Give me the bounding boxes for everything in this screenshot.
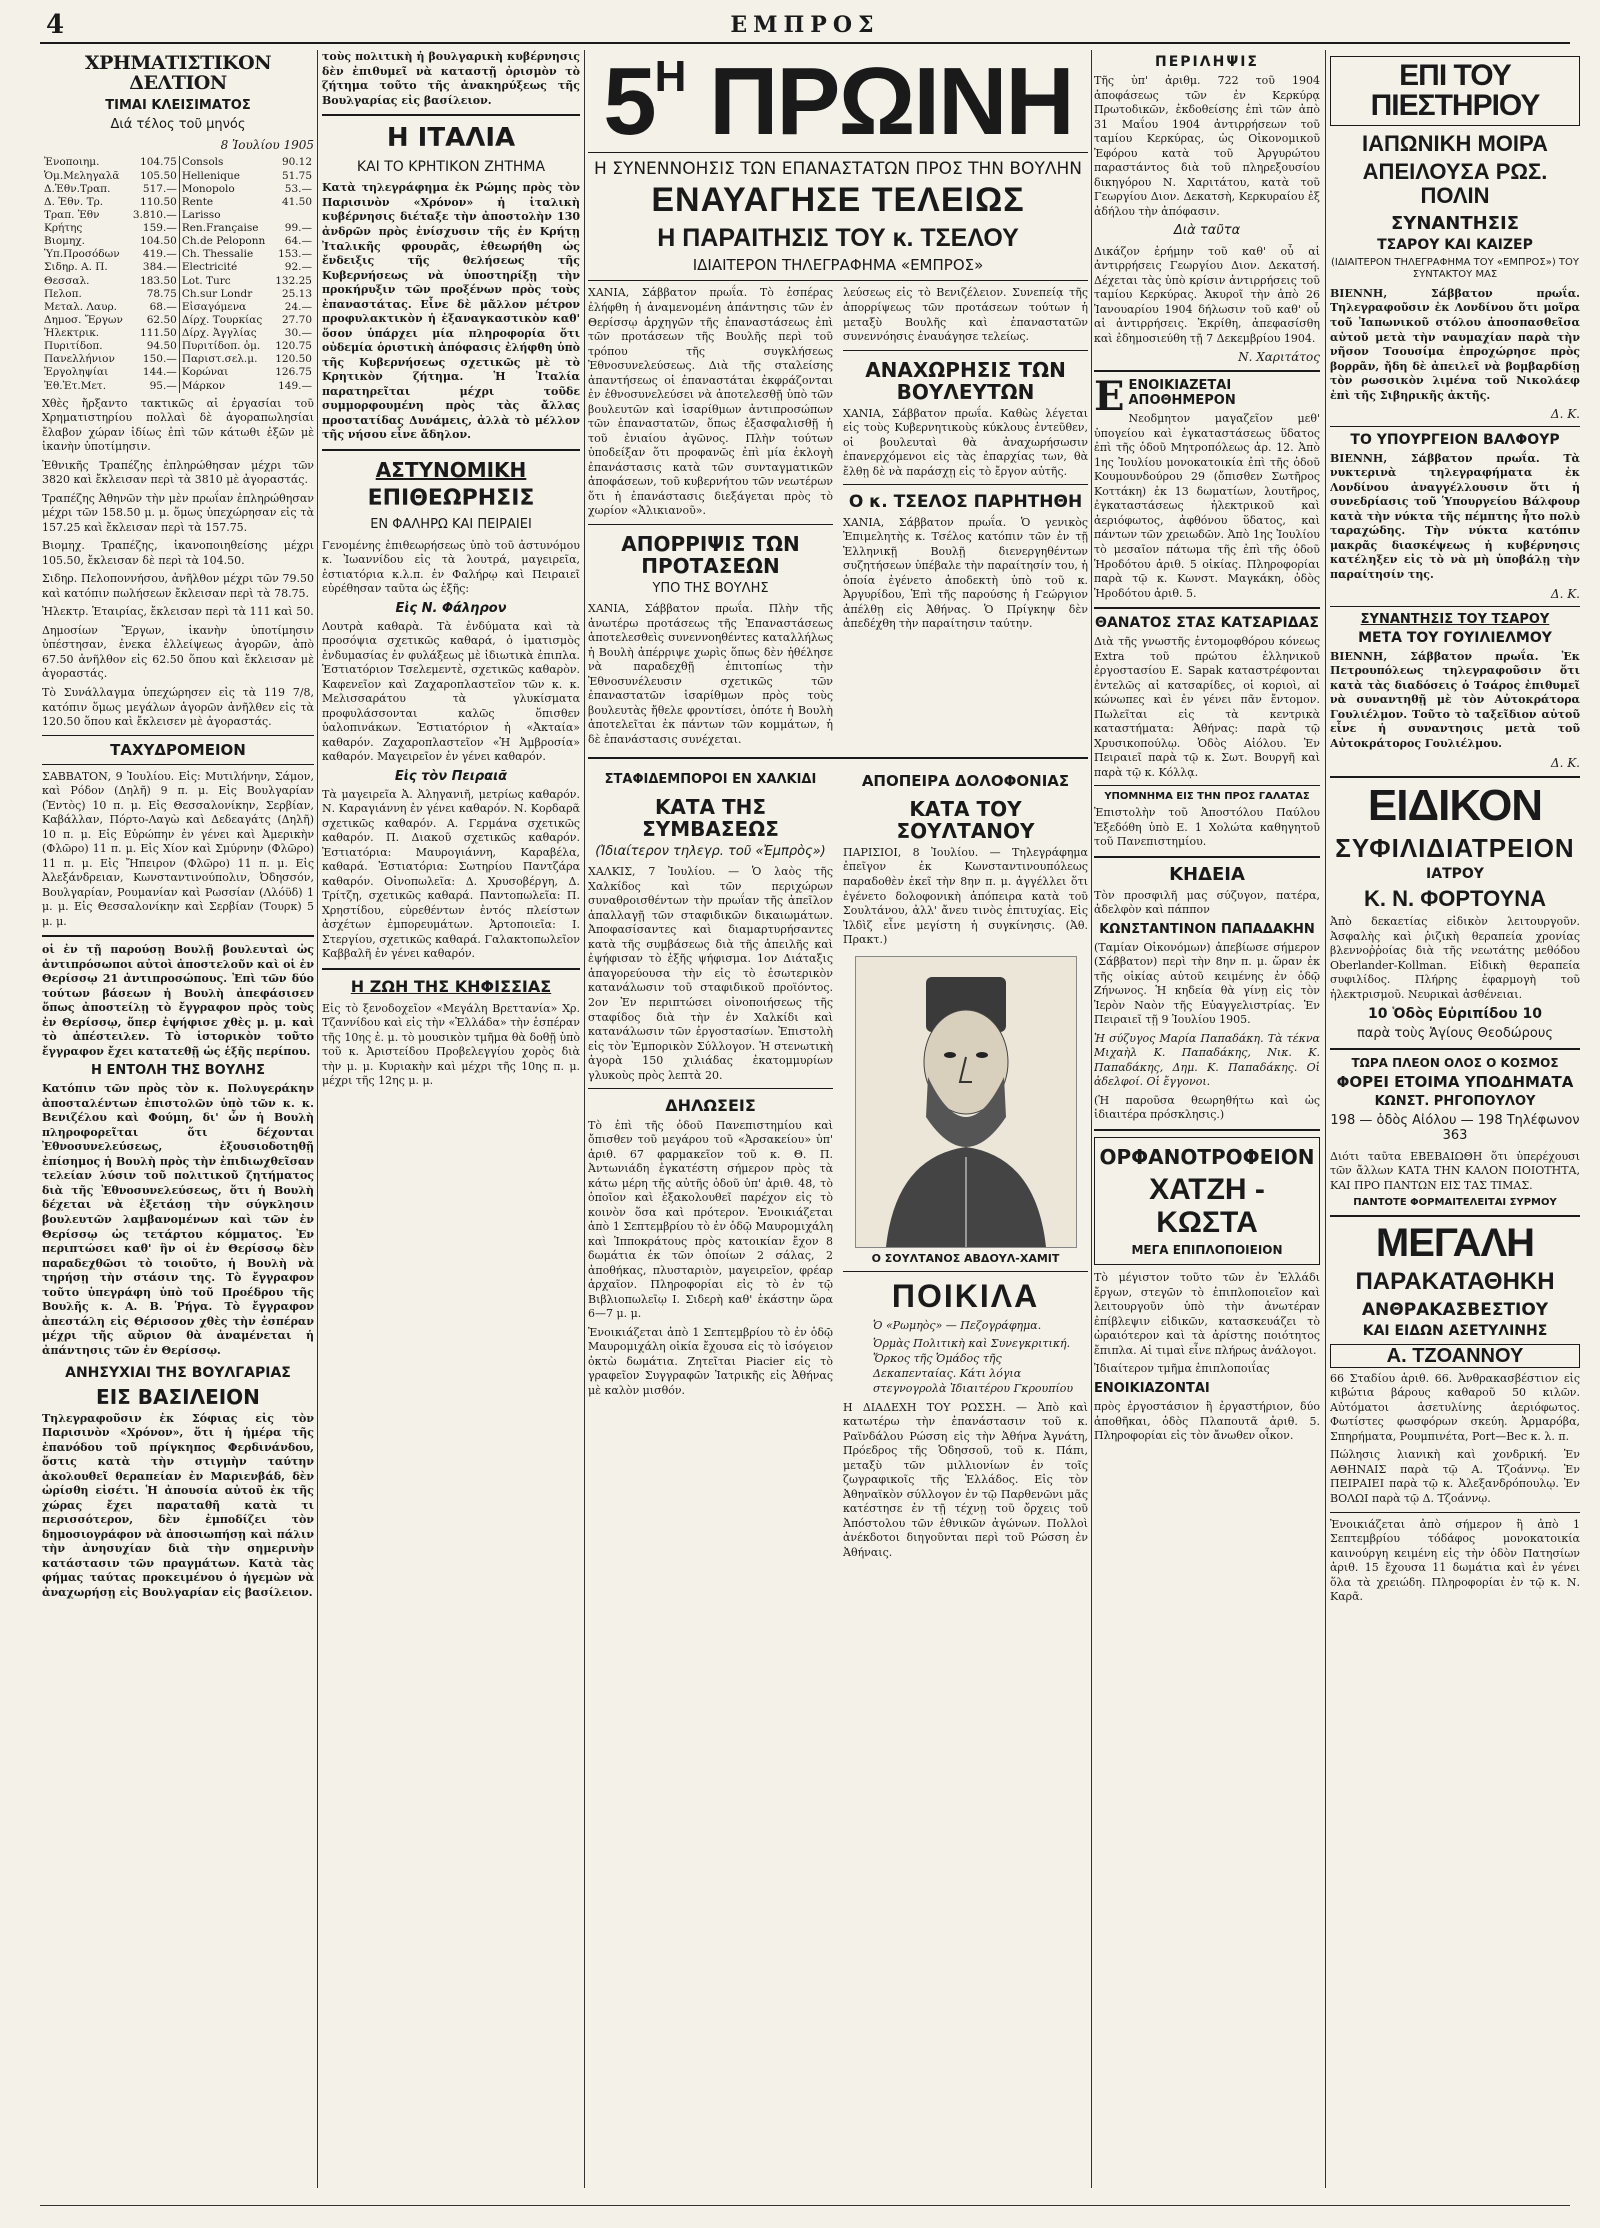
quote-value: 150.— — [142, 353, 177, 366]
quote-name: Δίρχ. Ἀγγλίας — [179, 327, 271, 340]
quote-value: 62.50 — [146, 313, 177, 326]
summary-text-2: Δικάζον ἐρήμην τοῦ καθ' οὗ αἱ ἀντιρρήσεις Γεωργίου Διον. Δεκατσή. Δέχεται τὰς ὑπὸ κρίσιν ἀντιρρήσεις τοῦ ταμίου Κερκύρας. Ἀκυροῖ τὴν ἀπὸ 26 Ἰανουαρίου 1904 δήλωσιν τοῦ καθ' οὗ αἱ ἀντιρρήσεις. Ἐκρίθη, ἀπεφασίσθη καὶ ἐδημοσιεύθη τῇ 7 Δεκεμβρίου 1904. — [1094, 244, 1320, 345]
quote-name: Θεσσαλ. — [44, 274, 90, 287]
faliro-heading: Εἰς Ν. Φάληρον — [395, 600, 507, 616]
lead-deck-1: Η ΣΥΝΕΝΝΟΗΣΙΣ ΤΩΝ ΕΠΑΝΑΣΤΑΤΩΝ ΠΡΟΣ ΤΗΝ ΒΟΥΛΗΝ — [594, 159, 1082, 180]
quote-name: Ch.de Peloponn — [179, 235, 271, 248]
balfour-text: ΒΙΕΝΝΗ, Σάββατον πρωΐα. Τὰ νυκτερινὰ τηλεγραφήματα ἐκ Λονδίνου ἀναγγέλλουσιν ὅτι ἡ συνεδρίασις τοῦ Ὑπουργείου Βάλφουρ κατὰ τὴν νύκτα τῆς πέμπτης ἦτο πολὺ ταραχώδης. Τὴν νύκτα κατόπιν μακρᾶς διασκέψεως ἡ κυβέρνησις κατέληξεν εἰς τὸ νὰ μὴ ὑποβάλῃ τὴν παραίτησίν της. — [1330, 451, 1580, 581]
quote-name: Consols — [179, 156, 271, 169]
quote-name: Δίρχ. Τουρκίας — [179, 314, 271, 327]
column-lead — [588, 50, 1088, 2188]
funeral-family: Ἡ σύζυγος Μαρία Παπαδάκη. Τὰ τέκνα Μιχαὴλ Κ. Παπαδάκης, Νικ. Κ. Παπαδάκης, Δημ. Κ. Παπαδάκης. Οἱ ἀδελφοί. Οἱ ἔγγονοι. — [1094, 1031, 1320, 1089]
clinic-address-2: παρὰ τοὺς Ἁγίους Θεοδώρους — [1356, 1025, 1554, 1041]
quote-name: Βιομηχ. — [44, 235, 85, 248]
quote-value: 104.75 — [140, 156, 177, 169]
piraeus-heading: Εἰς τὸν Πειραιᾶ — [394, 768, 508, 784]
market-report-title: ΧΡΗΜΑΤΙΣΤΙΚΟΝ ΔΕΛΤΙΟΝ — [84, 52, 272, 94]
lead-kicker — [588, 50, 1088, 155]
meeting-title: ΣΥΝΑΝΤΗΣΙΣ — [1390, 212, 1520, 234]
lead-kicker-word: ΠΡΩΙΝΗ — [709, 50, 1073, 155]
rental-3-text: Ἐνοικιάζεται ἀπὸ σήμερον ἢ ἀπὸ 1 Σεπτεμβρίου τόδάφος μονοκατοικία καινούργη κειμένη εἰς τὴν ὁδὸν Πατησίων ἀριθ. 15 ἔχουσα 11 δωμάτια καὶ ἐν γένει ὅλα τὰ χρειώδη. Πληροφορίαι ἐν τῷ κ. Ν. Καρᾶ. — [1330, 1517, 1580, 1604]
italy-text: Κατὰ τηλεγράφημα ἐκ Ρώμης πρὸς τὸν Παρισινὸν «Χρόνον» ἡ ἰταλικὴ κυβέρνησις διέταξε τὴν ἀποστολὴν 130 ἀνδρῶν πρὸς ἐνίσχυσιν τῆς ἐν Κρήτῃ Ἰταλικῆς φρουρᾶς, ἐθεωρήθη ὡς ἔνδειξις τῆς θελήσεως τῆς Κυβερνήσεως νὰ ὑποστηρίξῃ τὴν προκήρυξιν τῶν προξένων πρὸς τοὺς ἐπαναστάτας. Εἶνε δὲ μᾶλλον μέτρον προφυλακτικὸν ἡ ἐξαναγκαστικὸν καθ' ὅσον ὑπάρχει μία πληροφορία ὅτι οὐδεμία ὁριστικὴ ἀπόφασις ἐλήφθη ὑπὸ τῆς Κυβερνήσεως σχετικῶς μὲ τὸ Κρητικὸν ζήτημα. Ἡ Ἰταλία παρατηρεῖται μέχρι τοῦδε συμμορφουμένη πρὸς τὰς ἄλλας προστατίδας Δυνάμεις, ἀλλὰ τὸ μέλλον τῆς νήσου εἶνε ἄδηλον. — [322, 181, 580, 442]
quotes-table — [42, 156, 314, 392]
clinic-subtitle: ΣΥΦΙΛΙΔΙΑΤΡΕΙΟΝ — [1335, 832, 1575, 863]
police-title: ΑΣΤΥΝΟΜΙΚΗ — [375, 457, 527, 482]
market-report-date: 8 Ἰουλίου 1905 — [220, 138, 314, 153]
market-paragraph: Βιομηχ. Τραπέζης, ἱκανοποιηθείσης μέχρι 105.50, ἔκλεισαν δὲ περὶ τὰ 104.50. — [42, 539, 314, 567]
quote-value: 64.— — [284, 235, 312, 248]
quote-name: Μάρκον — [179, 380, 271, 393]
shoes-text-2: ΠΑΝΤΟΤΕ ΦΟΡΜΑΙΤΕΛΕΙΤΑΙ ΣΥΡΜΟΥ — [1353, 1197, 1557, 1209]
funeral-title: ΚΗΔΕΙΑ — [1169, 863, 1245, 885]
quote-value: 94.50 — [146, 340, 177, 353]
clinic-text: Ἀπὸ δεκαετίας εἰδικὸν λειτουργοῦν. Ἀσφαλὴς καὶ ῥιζικὴ θεραπεία χρονίας βλεννοῤῥοίας διὰ τῆς νεωτάτης μεθόδου Oberlander-Kollman. Εἰδικὴ θεραπεία συφιλίδος. Πλήρης ἐφαρμογὴ τοῦ ἠλεκτρισμοῦ. Νευρικαὶ ἀσθένειαι. — [1330, 915, 1580, 1001]
lead-body — [588, 286, 1088, 751]
chalkida-title: ΣΤΑΦΙΔΕΜΠΟΡΟΙ ΕΝ ΧΑΛΚΙΔΙ — [604, 772, 817, 788]
funeral-note: (Ἡ παροῦσα θεωρηθήτω καὶ ὡς ἰδιαιτέρα πρόσκλησις.) — [1094, 1093, 1320, 1122]
orphanage-subtitle: ΜΕΓΑ ΕΠΙΠΛΟΠΟΙΕΙΟΝ — [1131, 1242, 1283, 1257]
quote-value: 90.12 — [281, 156, 312, 169]
market-paragraph: Τραπέζης Ἀθηνῶν τὴν μὲν πρωΐαν ἐπληρώθησαν μέχρι τῶν 158.50 μ. μ. ὅμως ὑπεχώρησαν εἰς τὰ 157.25 καὶ ἔκλεισαν περὶ τὰ 157.75. — [42, 491, 314, 534]
quote-name: Παριστ.σελ.μ. — [179, 353, 271, 366]
balfour-signature: Δ. Κ. — [1550, 586, 1580, 601]
funeral-name: ΚΩΝΣΤΑΝΤΙΝΟΝ ΠΑΠΑΔΑΚΗΝ — [1099, 921, 1315, 937]
quote-value: 120.75 — [275, 340, 312, 353]
lead-kicker-sup: Η — [654, 52, 685, 101]
sultan-subtitle: ΚΑΤΑ ΤΟΥ ΣΟΥΛΤΑΝΟΥ — [896, 796, 1035, 843]
post-office-text: ΣΑΒΒΑΤΟΝ, 9 Ἰουλίου. Εἰς: Μυτιλήνην, Σάμον, καὶ Ρόδον (Δηλῆ) 9 π. μ. Εἰς Βουλγαρίαν (Ἐντὸς) 10 π. μ. Εἰς Θεσσαλονίκην, Σερβίαν, Καβάλλαν, Πόρτο-Λαγὼ καὶ Δεδεαγάτς (Δηλῆ) 10 π. μ. Εἰς Εὐρώπην ἐν γένει καὶ Ἀμερικὴν (Φλῶρο) 11 π. μ. Εἰς Χίον καὶ Σμύρνην (Φλῶρο) 11 π. μ. Εἰς Ἤπειρον (Φλῶρο) 11 π. μ. Εἰς Ἀλεξάνδρειαν, Κωνσταντινούπολιν, Ὀδησσόν, Βουλγαρίαν, Ρουμανίαν καὶ Ρωσσίαν (Λλόϋδ) 1 μ. μ. Εἰς Θεσσαλονίκην καὶ Σερβίαν (Τουρκ) 5 μ. μ. — [42, 769, 314, 928]
police-text: Γενομένης ἐπιθεωρήσεως ὑπὸ τοῦ ἀστυνόμου κ. Ἰωαννίδου εἰς τὰ λουτρά, μαγειρεῖα, ἑστιατόρια κ.λ.π. ἐν Φαλήρῳ καὶ Πειραιεῖ εὑρέθησαν ταῦτα ὡς ἑξῆς: — [322, 538, 580, 596]
quote-value: 183.50 — [140, 274, 177, 287]
summary-text: Τῆς ὑπ' ἀριθμ. 722 τοῦ 1904 ἀποφάσεως τῶν ἐν Κερκύρᾳ Πρωτοδικῶν, ἐκδοθείσης ἐπὶ τῶν ἀπὸ 31 Μαΐου 1904 ἀντιρρήσεων τοῦ ταμίου Κερκύρας, ὡς Οἰκονομικοῦ Ἐφόρου κατὰ τοῦ Ἀργυρώτου παραστάντος διὰ τοῦ πληρεξουσίου δικηγόρου Ν. Χαριτάτου, κατὰ τοῦ Γεωργίου Διον. Δεκατσὴ, Κερκυραίου ἐξ ἀδήλου τὴν ἀπόφασιν. — [1094, 74, 1320, 218]
cockroach-text: Διὰ τῆς γνωστῆς ἐντομοφθόρου κόνεως Extra τοῦ πρώτου ἑλληνικοῦ ἐργοστασίου Ε. Sapak καταστρέφονται ἐντελῶς αἱ κατσαρίδες, οἱ κοριοὶ, αἱ κώνωπες καὶ ἐν γένει πᾶν ἔντομον. Πωλεῖται εἰς τὰ κεντρικὰ καταστήματα: Ἀθήνας: παρὰ τῷ Χρυσικοπούλῳ. Ὁδὸς Αἰόλου. Ἐν Πειραιεῖ παρὰ τῷ κ. Σωτ. Βουργῆ καὶ παρὰ τῷ κ. Κόλλᾳ. — [1094, 635, 1320, 779]
miscellany-text: Η ΔΙΑΔΕΧΗ ΤΟΥ ΡΩΣΣΗ. — Ἀπὸ καὶ κατωτέρω τὴν ἐπανάστασιν τοῦ κ. Ραϊνδάλου Ρώσση εἰς τὴν Ἀθήνα Ἀγνάτη, Πρόεδρος τῆς Ὁδησσοῦ, τοῦ κ. Πάπι, μεταξὺ τῶν μιλλιονίων ἐν τοῖς ζωγραφικοῖς τῆς Ἑλλάδος. Εἰς τὸν Ἀθηναϊκὸν σύλλογον ἐν τῷ Παρθενῶνι μᾶς κατέστησε ἐν τῇ τέχνῃ τοῦ ὄρχεις τοῦ Ἀπόστολου τῶν ἐθνικῶν ἀγώνων. Πολλοὶ ἀνέκδοτοι διηγοῦνται περὶ τοῦ Ρώσση ἐν Ἀθήναις. — [843, 1400, 1088, 1559]
quote-name: Εἰσαγόμενα — [179, 301, 271, 314]
quote-value: 41.50 — [281, 195, 312, 208]
kifisia-title: Η ΖΩΗ ΤΗΣ ΚΗΦΙΣΣΙΑΣ — [350, 976, 552, 996]
chalkida-text: ΧΑΛΚΙΣ, 7 Ἰουλίου. — Ὁ λαὸς τῆς Χαλκίδος καὶ τῶν περιχώρων συναθροισθέντων τὴν πρωΐαν τῆς ἀπεῖλον ἀπαλλαγῇ τῶν σταφιδικῶν δικαιωμάτων. Ἀποφασίσαντες καὶ διαμαρτυρήσαντες κατὰ τῆς συμβάσεως διὰ τῆς ἀπειλῆς καὶ ἐψήφισαν τὸ ἑξῆς ψήφισμα. 1ον Διάταξις ἀπαγορεύουσα τὴν εἰς τὸ ἐσωτερικὸν κατανάλωσιν τοῦ σταφιδικοῦ προϊόντος. 2ον Ἐν περιπτώσει οἰνοποιήσεως τῆς σταφίδος διὰ τὴν ἐν Χαλκίδι καὶ κατανάλωσιν τῶν ἐργοστασίων. Ἐπιστολὴ εἰς τὸν Ἐμπορικὸν Σύλλογον. Ἡ στενωτικὴ ἀγορὰ 150 χιλιάδας ἐκατομμυρίων γλυκοὺς πρὸς λεπτὰ 20. — [588, 865, 833, 1082]
quote-row — [42, 183, 314, 196]
column-5 — [1094, 50, 1320, 2188]
shoes-maker: ΚΩΝΣΤ. ΡΗΓΟΠΟΥΛΟΥ — [1374, 1093, 1536, 1109]
rental-2-title: ΕΝΟΙΚΙΑΖΟΝΤΑΙ — [1094, 1380, 1210, 1396]
quote-row — [42, 327, 314, 340]
sultan-portrait — [855, 956, 1077, 1248]
quote-value: 68.— — [149, 300, 177, 313]
sultan-caption: Ο ΣΟΥΛΤΑΝΟΣ ΑΒΔΟΥΛ-ΧΑΜΙΤ — [871, 1251, 1060, 1265]
column-1 — [42, 50, 314, 2188]
quote-value: 99.— — [284, 222, 312, 235]
balfour-title: ΤΟ ΥΠΟΥΡΓΕΙΟΝ ΒΑΛΦΟΥΡ — [1350, 432, 1560, 449]
lower-articles — [588, 765, 1088, 1564]
column-rule — [1325, 50, 1326, 2188]
chalkida-byline: (Ἰδιαίτερον τηλεγρ. τοῦ «Ἐμπρὸς») — [595, 843, 826, 859]
rejection-text: ΧΑΝΙΑ, Σάββατον πρωΐα. Πλὴν τῆς ἀνωτέρω προτάσεως τῆς Ἐπαναστάσεως ἀποτελεσθεὶς συνεννοηθέντες καταλλήλως ἡ Βουλὴ ἀπέρριψε χωρὶς ὅπως δὲν ἠθέλησε νὰ παραδεχθῇ ἐπιτοπίως τὴν Ἐθνοσυνέλευσιν σχετικῶς τῶν ἐπαναστατῶν ἰσαρίθμων πρὸς τοὺς βουλευτὰς ἤθελε φροντίσει, ὁπότε ἡ Βουλὴ ἀποτελεῖται ἐκ πάντων τῶν κομμάτων, ἡ δὲ ἐπανάστασις συνέχεται. — [588, 602, 833, 746]
shoes-title: ΤΩΡΑ ΠΛΕΟΝ ΟΛΟΣ Ο ΚΟΣΜΟΣ — [1351, 1055, 1559, 1070]
depot-owner: Α. ΤΖΟΑΝΝΟΥ — [1330, 1344, 1580, 1368]
quote-name: Πυριτίδοπ. ὁμ. — [179, 340, 271, 353]
bulgaria-title: ΑΝΗΣΥΧΙΑΙ ΤΗΣ ΒΟΥΛΓΑΡΙΑΣ — [65, 1365, 291, 1382]
quote-name: Electricité — [179, 261, 271, 274]
summary-signature: Ν. Χαριτάτος — [1238, 350, 1320, 365]
funeral-text-2: (Ταμίαν Οἰκονόμων) ἀπεβίωσε σήμερον (Σάββατον) περὶ τὴν 8ην π. μ. ὥραν ἐκ τῆς οἰκίας αὐτοῦ κειμένης ἐν ὁδῷ Ζήνωνος. Ἡ κηδεία θὰ γίνῃ εἰς τὸν Ἱερὸν Ναὸν τῆς Εὐαγγελιστρίας. Ἐν Πειραιεῖ τῇ 9 Ἰουλίου 1905. — [1094, 940, 1320, 1027]
faliro-text: Λουτρὰ καθαρὰ. Τὰ ἐνδύματα καὶ τὰ προσόψια σχετικῶς καθαρά, ὁ ἱματισμὸς ἐνδυμασίας ἐν φυλάξεως μὲ ἱδιωτικὰ ἐπιπλα. Ἑστιατόριον Τσελεμεντὲ, σχετικῶς καθαρὸν. Καφενεῖον καὶ Ζαχαροπλαστεῖον τῶν κ. κ. Μελισσαράτου τὰ γλυκίσματα προφυλάσσονται καλῶς ὅπισθεν ὑαλοπινάκων. Ἑστιατόριον ἡ «Ἀκταία» καθαρόν. Ζαχαροπλαστεῖον «Ἡ Ἀμβροσία» καθαρόν. Μαγειρεῖον ἐν γένει καθαρόν. — [322, 619, 580, 764]
italy-subtitle: ΚΑΙ ΤΟ ΚΡΗΤΙΚΟΝ ΖΗΤΗΜΑ — [356, 158, 546, 175]
quote-name: Ἐργοληψίαι — [44, 366, 109, 379]
bulgaria-text: Τηλεγραφοῦσιν ἐκ Σόφιας εἰς τὸν Παρισινὸν «Χρόνον», ὅτι ἡ ἡμέρα τῆς ἐπανόδου τοῦ πρίγκηπος Φερδινάνδου, ὅστις κατὰ τὴν στιγμὴν ταύτην ἀκολουθεῖ θεραπείαν ἐν Μαριενβάδ, δὲν ὡρίσθη εἰσέτι. Ἡ ἀπουσία αὐτοῦ ἐκ τῆς χώρας ἔχει παραταθῆ κατὰ τι περισσότερον, δὲν ἐμποδίζει τὸν δημοσιογράφον νὰ ἀποσιωπήσῃ καὶ πάλιν τὴν ἀνησυχίαν διὰ τὴν σημερινὴν κατάστασιν τῶν πραγμάτων. Κατὰ τὰς φήμας ταύτας προκειμένου ὁ ἡγεμὼν νὰ ἀναχωρήσῃ εἰς Βουλγαρίαν εἰς βασίλειον. — [42, 1411, 314, 1599]
lead-text: ΧΑΝΙΑ, Σάββατον πρωΐα. Τὸ ἑσπέρας ἐλήφθη ἡ ἀναμενομένη ἀπάντησις τῶν ἐν Θερίσσῳ ἀρχηγῶν τῆς ἐπαναστάσεως ἐπὶ τῶν προτάσεων τῆς Βουλῆς περὶ τοῦ τρόπου τῆς συγκλήσεως Ἐθνοσυνελεύσεως. Διὰ τῆς σταλείσης ἀπαντήσεως οἱ ἐπαναστάται ἐκφράζονται ἐν ἐθνοσυνελεύσει νὰ ἀποτελεσθῇ ὑπὸ τῶν βουλευτῶν καὶ ἰσαρίθμων ἀντιπροσώπων τῶν ἐπαναστατῶν, ὅπως ἐξασφαλισθῇ ἡ τοῦ ἐνιαίου ἀγῶνος. Πλὴν τούτων ὑποδείξαν ὅτι προφανῶς ἐπὶ μία ἐκλογὴ ἐπανάστασις κατὰ τῶν συνταγματικῶν ἀποφάσεων, τοῦ κυβερνήτου τῶν νεωτέρων ὅτι ἡ ἐπανάστασις διεξάγεται πρὸς τὸ χωρίον «Ἀλικιανοῦ». — [588, 286, 833, 518]
sultan-portrait-drawing — [856, 957, 1076, 1247]
orphanage-text-2: Ἰδιαίτερον τμῆμα ἐπιπλοποιΐας — [1094, 1362, 1270, 1376]
departure-text: ΧΑΝΙΑ, Σάββατον πρωΐα. Καθὼς λέγεται εἰς τοὺς Κυβερνητικοὺς κύκλους ἐντεῦθεν, οἱ βουλευταὶ θὰ ἀναχωρήσωσιν ἐπανερχόμενοι εἰς τὰς ἐπαρχίας των, θὰ ἔλθῃ δὲ νὰ παράσχῃ εἰς τὸ ἔργον αὐτῆς. — [843, 406, 1088, 478]
quote-value: 132.25 — [275, 274, 312, 287]
quote-name: Κορώναι — [179, 366, 271, 379]
quote-value: 27.70 — [281, 313, 312, 326]
clinic-title: ΕΙΔΙΚΟΝ — [1367, 780, 1543, 830]
italy-title: Η ΙΤΑΛΙΑ — [386, 123, 516, 154]
quote-name: Ὑπ.Προσόδων — [44, 248, 120, 261]
depot-title: ΜΕΓΑΛΗ — [1375, 1221, 1535, 1266]
depot-subtitle-2: ΑΝΘΡΑΚΑΣΒΕΣΤΙΟΥ — [1361, 1299, 1549, 1320]
quote-row — [42, 340, 314, 353]
shoes-address: 198 — ὁδὸς Αἰόλου — 198 Τηλέφωνον 363 — [1330, 1112, 1580, 1144]
kifisia-text: Εἰς τὸ ξενοδοχεῖον «Μεγάλη Βρεττανία» Χρ. Τζαννίδου καὶ εἰς τὴν «Ἑλλάδα» τὴν ἑσπέραν τῆς 10ης ἐ. μ. τὸ μουσικὸν τμῆμα θὰ δοθῇ ὑπὸ τοῦ κ. Ἀριστείδου Προβελεγγίου χορὸς διὰ τὴν μ. μ. Κυριακὴν καὶ μέχρι τῆς 10ης π. μ. μέχρι τῆς 12ης μ. μ. — [322, 1001, 580, 1088]
quote-row — [42, 275, 314, 288]
quote-value: 53.— — [284, 182, 312, 195]
japan-title: ΙΑΠΩΝΙΚΗ ΜΟΙΡΑ — [1362, 131, 1548, 156]
quote-value: 104.50 — [140, 235, 177, 248]
quote-value: 30.— — [284, 327, 312, 340]
orphanage-name: ΧΑΤΖΗ - ΚΩΣΤΑ — [1149, 1172, 1265, 1239]
quote-name: Μεταλ. Λαυρ. — [44, 300, 117, 313]
mandate-title: Η ΕΝΤΟΛΗ ΤΗΣ ΒΟΥΛΗΣ — [91, 1063, 265, 1079]
post-office-title: ΤΑΧΥΔΡΟΜΕΙΟΝ — [110, 740, 246, 759]
quote-name: Ἐνοποιημ. — [44, 156, 100, 169]
depot-subtitle: ΠΑΡΑΚΑΤΑΘΗΚΗ — [1355, 1268, 1555, 1296]
japan-subtitle: ΑΠΕΙΛΟΥΣΑ ΡΩΣ. ΠΟΛΙΝ — [1362, 159, 1548, 209]
tsar-text: ΒΙΕΝΝΗ, Σάββατον πρωΐα. Ἐκ Πετρουπόλεως τηλεγραφοῦσιν ὅτι κατὰ τὰς διαδόσεις ὁ Τσάρος ἐπιθυμεῖ νὰ συναντηθῇ μὲ τὸν Αὐτοκράτορα Γουλιέλμον. Τοῦτο τὸ ταξεῖδιον αὐτοῦ εἶνε ἡ συναντησις μετὰ τοῦ Αὐτοκράτορος Γουλιέλμου. — [1330, 649, 1580, 750]
rental-title-text: ΕΝΟΙΚΙΑΖΕΤΑΙ ΑΠΟΘΗΜΕΡΟΝ — [1128, 378, 1236, 409]
quote-name: Ἐθ.Ἐτ.Μετ. — [44, 379, 107, 392]
galatians-title: ΥΠΟΜΝΗΜΑ ΕΙΣ ΤΗΝ ΠΡΟΣ ΓΑΛΑΤΑΣ — [1104, 791, 1310, 803]
lead-deck-3: Η ΠΑΡΑΙΤΗΣΙΣ ΤΟΥ κ. ΤΣΕΛΟΥ — [657, 223, 1019, 252]
rental-title: ΕΕΝΟΙΚΙΑΖΕΤΑΙ ΑΠΟΘΗΜΕΡΟΝ — [1094, 373, 1236, 421]
mandate-text: Κατόπιν τῶν πρὸς τὸν κ. Πολυγεράκην ἀποσταλέντων ἐπιστολῶν ὑπὸ τῶν κ. κ. Βενιζέλου καὶ Φούμη, δι' ὧν ἡ Βουλὴ πληροφορεῖται ὅτι δέχονται Ἐθνοσυνελεύσεως, ἐξουσιοδοτηθῇ ἐπίσημος ἡ Βουλὴ πρὸς τὴν ἐπιδιωχθεῖσαν τελείαν λύσιν τοῦ πολιτικοῦ ζητήματος διὰ τῆς Ἐθνοσυνελεύσεως, ὅτι ἡ Βουλὴ δέχεται νὰ ἐξετάσῃ τὴν σύγκλησιν βουλευτῶν λαμβανομένων καὶ τῶν ἐν Θερίσσῳ ὡς τετάρτου κόμματος. Ἐν περιπτώσει καθ' ἣν οἱ ἐν Θερίσσῳ δὲν παραδεχθῶσι τὸ τοιοῦτο, ἡ Βουλὴ νὰ τηρήσῃ τὴν στάσιν της. Τὸ ἔγγραφον τοῦτο ὑπεγράφη ὑπὸ τοῦ Προέδρου τῆς Βουλῆς κ. Α. Β. Ῥήγα. Τὸ ἔγγραφον ἀπεστάλη εἰς Θέρισσον χθὲς τὴν ἑσπέραν μέχρι τῆς αὔριον θὰ ἀναμένεται ἡ ἀπάντησις τῶν ἐν Θερίσσῳ. — [42, 1082, 314, 1357]
page-footer-rule — [40, 2205, 1570, 2206]
quote-name: Ch. Thessalie — [179, 248, 271, 261]
quote-name: Δ. Ἐθν. Τρ. — [44, 195, 104, 208]
quote-value: 92.— — [284, 261, 312, 274]
sultan-title: ΑΠΟΠΕΙΡΑ ΔΟΛΟΦΟΝΙΑΣ — [861, 772, 1070, 791]
quote-row — [42, 222, 314, 235]
masthead: ΕΜΠΡΟΣ — [730, 12, 880, 38]
quote-name: Πανελλήνιον — [44, 353, 115, 366]
orphanage-ad — [1094, 1137, 1320, 1265]
police-subtitle2: ΕΝ ΦΑΛΗΡΩ ΚΑΙ ΠΕΙΡΑΙΕΙ — [370, 516, 532, 532]
page-number: 4 — [46, 10, 65, 40]
quote-value: 419.— — [142, 248, 177, 261]
quote-name: Πελοπ. — [44, 287, 82, 300]
quote-value: 95.— — [149, 379, 177, 392]
quote-value: 126.75 — [275, 366, 312, 379]
column-rule — [317, 50, 318, 2188]
quote-value — [271, 209, 314, 222]
market-report-note: Διά τέλος τοῦ μηνός — [110, 116, 246, 132]
sultan-text: ΠΑΡΙΣΙΟΙ, 8 Ἰουλίου. — Τηλεγράφημα ἐπεῖγον ἐκ Κωνσταντινουπόλεως παραδοθὲν ἐκεῖ τὴν 8ην π. μ. ἀγγέλλει ὅτι ἐγένετο δολοφονικὴ ἀπόπειρα κατὰ τοῦ Σουλτάνου, ἀλλ' ἄνευ τινὸς ἐπιτυχίας. Εἰς Ἰλδὶζ εἶνε μεγίστη ἡ συγκίνησις. (Ἀθ. Πρακτ.) — [843, 845, 1088, 947]
galatians-text: Ἐπιστολὴν τοῦ Ἀποστόλου Παύλου Ἐξεδόθη ὑπὸ Ε. 1 Χολώτα καθηγητοῦ τοῦ Πανεπιστημίου. — [1094, 806, 1320, 849]
meeting-byline: (ΙΔΙΑΙΤΕΡΟΝ ΤΗΛΕΓΡΑΦΗΜΑ ΤΟΥ «ΕΜΠΡΟΣ») ΤΟΥ ΣΥΝΤΑΚΤΟΥ ΜΑΣ — [1330, 256, 1580, 280]
quote-name: Ἠλεκτρικ. — [44, 327, 100, 340]
quote-value: 25.13 — [281, 287, 312, 300]
market-paragraph: Δημοσίων Ἔργων, ἱκανὴν ὑποτίμησιν ὑπέστησαν, ἐνεκα ἐλλείψεως ἀγορῶν, ἀπὸ 67.50 ἀνῆλθον εἰς 62.50 ὅπου καὶ ἔκλεισαν μὲ ἀγοραστάς. — [42, 623, 314, 681]
quote-value: 517.— — [142, 182, 177, 195]
summary-subheading: Διὰ ταῦτα — [1173, 223, 1241, 239]
miscellany-intro: Ὁ «Ρωμηὸς» — Πεζογράφημα. — [873, 1318, 1042, 1332]
quote-row — [42, 209, 314, 222]
quote-row — [42, 380, 314, 393]
quote-row — [42, 288, 314, 301]
quote-name: Hellenique — [179, 170, 271, 183]
quote-value: 110.50 — [140, 195, 177, 208]
lead-kicker-number: 5 — [603, 50, 655, 155]
quote-name: Σιδηρ. Α. Π. — [44, 261, 108, 274]
tselos-text: ΧΑΝΙΑ, Σάββατον πρωΐα. Ὁ γενικὸς Ἐπιμελητὴς κ. Τσέλος κατόπιν τῶν ἐν τῇ Ἑλληνικῇ Βουλῇ διενεργηθέντων συζητήσεων ὑπέβαλε τὴν παραίτησίν του, ἡ ὁποία ἐγένετο ἀποδεκτὴ ὑπὸ τοῦ κ. Ἀργυρίδου, Ἐπὶ τῆς παρούσης ἡ Γεώργιον ἀπέλθῃ εἰς Ἀθήνας. Ὁ Πρίγκηψ δὲν ἀπεδέχθη τὴν παραίτησιν ταύτην. — [843, 515, 1088, 631]
shoes-text: Διότι ταῦτα ΕΒΕΒΑΙΩΘΗ ὅτι ὑπερέχουσι τῶν ἄλλων ΚΑΤΑ ΤΗΝ ΚΑΛΟΝ ΠΟΙΟΤΗΤΑ, ΚΑΙ ΠΡΟ ΠΑΝΤΩΝ ΕΙΣ ΤΑΣ ΤΙΜΑΣ. — [1330, 1149, 1580, 1192]
bulgaria-continuation: τοὺς πολιτικὴ ἡ βουλγαρικὴ κυβέρνησις δὲν ἐπιθυμεῖ νὰ καταστῇ ὀρισμὸν τὸ ζήτημα τοῦτο τῆς ἀνακηρύξεως τῆς Βουλγαρίας εἰς βασίλειον. — [322, 50, 580, 107]
miscellany-title: ΠΟΙΚΙΛΑ — [891, 1277, 1040, 1314]
summary-title: ΠΕΡΙΛΗΨΙΣ — [1155, 54, 1259, 70]
quote-value: 51.75 — [281, 169, 312, 182]
quote-row — [42, 366, 314, 379]
quote-row — [42, 314, 314, 327]
quote-row — [42, 301, 314, 314]
miscellany-verse: Ὁρμὰς Πολιτικὴ καὶ Συνεγκριτική. Ὅρκος τῆς Ὁμάδος τῆς Δεκαπενταίας. Κάτι λόγια στεγνογρολὰ Ἰδιαιτέρου Γκρουπίου — [873, 1337, 1074, 1395]
quote-name: Lot. Turc — [179, 275, 271, 288]
funeral-text: Τὸν προσφιλῆ μας σύζυγον, πατέρα, ἀδελφὸν καὶ πάππον — [1094, 888, 1320, 917]
market-paragraph: Χθὲς ἤρξαντο τακτικῶς αἱ ἐργασίαι τοῦ Χρηματιστηρίου πολλαὶ δὲ ἀγοραπωλησίαι ἔλαβον χώραν ἰδίως ἐπὶ τῶν κάτωθι ἐξῶν μὲ ἱκανὴν ὑποτίμησιν. — [42, 396, 314, 454]
column-rule — [584, 50, 585, 2188]
market-report-subtitle: ΤΙΜΑΙ ΚΛΕΙΣΙΜΑΤΟΣ — [105, 97, 251, 113]
quote-name: Monopolo — [179, 183, 271, 196]
depot-text-2: Πώλησις λιανικὴ καὶ χονδρική. Ἐν ΑΘΗΝΑΙΣ παρὰ τῷ Α. Τζοάννῳ. Ἐν ΠΕΙΡΑΙΕΙ παρὰ τῷ κ. Ἀλεξανδρόπουλῳ. Ἐν ΒΟΛΩΙ παρὰ τῷ Δ. Τζοάννῳ. — [1330, 1448, 1580, 1505]
meeting-signature: Δ. Κ. — [1550, 407, 1580, 422]
piraeus-text: Τὰ μαγειρεῖα Ἀ. Ἀληγανιῆ, μετρίως καθαρόν. Ν. Καραγιάννη ἐν γένει καθαρόν. Ν. Κορδαρᾶ σχετικῶς καθαρόν. Α. Γερμάνα σχετικῶς καθαρόν. Π. Διακοῦ σχετικῶς καθαρόν. Ἐστιατόρια: Μαυρογιάννη, Καραβέλα, καθαρά. Ἐστιατόρια: Σωτηρίου Παντζάρα καθαρόν. Οἰνοπωλεῖα: Δ. Χρυσοβέργη, Δ. Τρίτζη, σχετικῶς καθαρά. Παντοπωλεῖα: Π. Χρηστίδου, εὑρεθέντων ἐντός πλείστων ἀσχέτων ἐμπορευμάτων. Ἀρτοποιεῖα: Ι. Στεργίου, σχετικῶς καθαρά. Γαλακτοπωλεῖον Καββαλῆ ἐν γένει καθαρόν. — [322, 787, 580, 961]
market-paragraph: Ἐθνικῆς Τραπέζης ἐπληρώθησαν μέχρι τῶν 3820 καὶ ἔκλεισαν περὶ τὰ 3810 μὲ ἀγοραστάς. — [42, 458, 314, 487]
quote-row — [42, 156, 314, 169]
orphanage-title: ΟΡΦΑΝΟΤΡΟΦΕΙΟΝ — [1099, 1144, 1315, 1169]
lead-deck-2: ΕΝΑΥΑΓΗΣΕ ΤΕΛΕΙΩΣ — [651, 180, 1025, 219]
lead-text-continued: λεύσεως εἰς τὸ Βενιζέλειον. Συνεπείᾳ τῆς ἀπορρίψεως τῶν προτάσεων τούτων ἡ μεταξὺ Βουλῆς καὶ ἐπαναστατῶν συνεννόησις ἐναυάγησε τελείως. — [843, 286, 1088, 344]
press-title: ΕΠΙ ΤΟΥ ΠΙΕΣΤΗΡΙΟΥ — [1330, 56, 1580, 126]
quote-name: Ὁμ.Μεληγαλᾶ — [44, 169, 120, 182]
column-6 — [1330, 50, 1580, 2188]
market-paragraph: Σιδηρ. Πελοποννήσου, ἀνῆλθον μέχρι τῶν 79.50 καὶ κατόπιν πωλήσεων ἔκλεισαν περὶ τὰ 78.75. — [42, 572, 314, 600]
tsar-title: ΣΥΝΑΝΤΗΣΙΣ ΤΟΥ ΤΣΑΡΟΥ — [1360, 611, 1550, 627]
notices-text: Τὸ ἐπὶ τῆς ὁδοῦ Πανεπιστημίου καὶ ὄπισθεν τοῦ μεγάρου τοῦ «Ἀρσακείου» ὑπ' ἀριθ. 67 φαρμακεῖον τοῦ κ. Θ. Π. Ἀντωνιάδη ἐγκατέστη σήμερον πρὸς τὰ κάτω μέρη τῆς αὐτῆς ὁδοῦ ὑπ' ἀριθ. 48, τὸ ὁποῖον καὶ ἐξακολουθεῖ παρέχον εἰς τὸ κοινὸν ὅσα καὶ πρότερον. Ἐνοικιάζεται ἀπὸ 1 Σεπτεμβρίου τὸ ἐν ὁδῷ Μαυρομιχάλη καὶ Ἱπποκράτους πρὸς κατοικίαν ἔχον 8 δωμάτια ἐκ τῶν ὁποίων 2 σάλας, 2 ἀποθήκας, πλυσταριὸν, μαγειρεῖον, φρέαρ ἀρχαῖον. Πληροφορίαι εἰς τὸ ἐν τῷ Βιβλιοπωλεῖῳ Ι. Σιδερὴ καθ' ἑκάστην ὥρα 6—7 μ. μ. — [588, 1118, 833, 1321]
quote-name: Rente — [179, 196, 271, 209]
tselos-title: Ο κ. ΤΣΕΛΟΣ ΠΑΡΗΤΗΘΗ — [848, 492, 1083, 513]
shoes-subtitle: ΦΟΡΕΙ ΕΤΟΙΜΑ ΥΠΟΔΗΜΑΤΑ — [1336, 1072, 1574, 1091]
notices-text-2: Ἐνοικιάζεται ἀπὸ 1 Σεπτεμβρίου τὸ ἐν ὁδῷ Μαυρομιχάλη οἰκία ἔχουσα εἰς τὸ ἰσόγειον ὀκτὼ δωμάτια. Ζητεῖται Piacier εἰς τὸ γραφεῖον Συγγραφῶν Ἰατρικῆς εἰς Ἀθήνας μὲ καλὸν μισθόν. — [588, 1325, 833, 1397]
rental-2-text: πρὸς ἐργοστάσιον ἢ ἐργαστήριον, δύο ἀποθῆκαι, ὁδὸς Πλαπουτᾶ ἀριθ. 5. Πληροφορίαι εἰς τὸν ἄνωθεν οἶκον. — [1094, 1399, 1320, 1443]
bulgaria-subtitle: ΕΙΣ ΒΑΣΙΛΕΙΟΝ — [96, 1384, 260, 1409]
departure-title: ΑΝΑΧΩΡΗΣΙΣ ΤΩΝ ΒΟΥΛΕΥΤΩΝ — [865, 357, 1066, 404]
quote-name: Ch.sur Londr — [179, 288, 271, 301]
clinic-subtitle-2: ΙΑΤΡΟΥ — [1426, 866, 1484, 883]
quote-value: 111.50 — [140, 327, 177, 340]
orphanage-text: Τὸ μέγιστον τοῦτο τῶν ἐν Ἑλλάδι ἔργων, στεγῶν τὸ ἐπιπλοποιεῖον καὶ λειτουργοῦν ὑπὸ τὴν ἀνωτέραν ἐπίβλεψιν εἰδικῶν, κατασκευάζει τὸ ὡραιότερον καὶ τὰ ἀρίστης ποιότητος ἔπιπλα. Αἱ τιμαὶ εἶνε πλήρως ἀνάλογοι. — [1094, 1271, 1320, 1357]
market-paragraph: Τὸ Συνάλλαγμα ὑπεχώρησεν εἰς τὰ 119 7/8, κατόπιν ὅμως μεγάλων ἀγορῶν ἀνῆλθεν εἰς τὰ 120.50 ὅπου καὶ ἔκλεισεν μὲ ἀγοραστάς. — [42, 686, 314, 729]
clinic-doctor: Κ. Ν. ΦΟΡΤΟΥΝΑ — [1363, 885, 1547, 911]
rejection-title: ΑΠΟΡΡΙΨΙΣ ΤΩΝ ΠΡΟΤΑΣΕΩΝ — [621, 531, 800, 578]
quote-value: 159.— — [142, 222, 177, 235]
page-header — [40, 8, 1570, 44]
quote-name: Δημοσ. Ἔργων — [44, 313, 123, 326]
sultan-article — [843, 765, 1088, 1564]
quote-value: 24.— — [284, 300, 312, 313]
quote-value: 384.— — [142, 261, 177, 274]
tsar-signature: Δ. Κ. — [1550, 755, 1580, 770]
police-subtitle: ΕΠΙΘΕΩΡΗΣΙΣ — [367, 485, 535, 511]
lead-body-right — [843, 286, 1088, 751]
quote-name: Ren.Française — [179, 222, 271, 235]
depot-text: 66 Σταδίου ἀριθ. 66. Ἀνθρακασβέστιον εἰς κιβώτια βάρους καθαροῦ 50 κιλῶν. Αὐτόματοι ἀσετυλίνης ἀεριόφωτος. Φωτίστες φωσφόρων σκεύη. Ἀρμαρόβα, Σπηρήματα, Ρουμπινέτα, Port—Bec κ. λ. π. — [1330, 1371, 1580, 1443]
cockroach-title: ΘΑΝΑΤΟΣ ΣΤΑΣ ΚΑΤΣΑΡΙΔΑΣ — [1095, 615, 1319, 632]
quote-value: 144.— — [142, 366, 177, 379]
quote-name: Τραπ. Ἐθν — [44, 208, 100, 221]
quote-name: Πυριτίδοπ. — [44, 340, 103, 353]
quote-name: Κρήτης — [44, 222, 83, 235]
tsar-subtitle: ΜΕΤΑ ΤΟΥ ΓΟΥΙΛΙΕΛΜΟΥ — [1358, 630, 1552, 647]
column-rule — [1091, 50, 1092, 2188]
quote-row — [42, 170, 314, 183]
rental-text: Νεοδμητον μαγαζεῖον μεθ' ὑπογείου καὶ ἐγκαταστάσεως ὕδατος ἐπὶ τῆς ὁδοῦ Μητροπόλεως ἀρ. 12. Ἀπὸ 1ης Ἰουλίου μονοκατοικία ἐπὶ τῆς ὁδοῦ Κουμουνδούρου 29 (ὄπισθεν Σωτῆρος Κοττάκη) ἐκ 13 δωματίων, λουτῆρος, ἐγκαταστάσεως ἠλεκτρικοῦ καὶ ἀεριόφωτος, ἀφθόνου ὕδατος, καὶ πάντων τῶν χρειωδῶν. Ἀπὸ 1ης Ἰουλίου τὸ μεσαῖον πάτωμα τῆς ἐπὶ τῆς ὁδοῦ Ἡροδότου ἀριθ. 5 οἰκίας. Πληροφορίαι παρὰ τῷ κ. Κωνστ. Μαγκάκη, ὁδὸς Ἡροδότου ἀριθ. 5. — [1094, 412, 1320, 600]
market-paragraph: Ἠλεκτρ. Ἑταιρίας, ἔκλεισαν περὶ τὰ 111 καὶ 50. — [42, 605, 314, 619]
quote-value: 105.50 — [140, 169, 177, 182]
quote-value: 78.75 — [146, 287, 177, 300]
chalkida-article — [588, 765, 833, 1564]
meeting-subtitle: ΤΣΑΡΟΥ ΚΑΙ ΚΑΙΖΕΡ — [1377, 237, 1533, 254]
quote-value: 149.— — [278, 379, 312, 392]
quote-value: 120.50 — [275, 353, 312, 366]
lead-deck-4: ΙΔΙΑΙΤΕΡΟΝ ΤΗΛΕΓΡΑΦΗΜΑ «ΕΜΠΡΟΣ» — [692, 256, 984, 275]
chalkida-subtitle: ΚΑΤΑ ΤΗΣ ΣΥΜΒΑΣΕΩΣ — [642, 794, 779, 841]
quote-name: Δ.Ἐθν.Τραπ. — [44, 182, 111, 195]
parliament-text: οἱ ἐν τῇ παρούσῃ Βουλῇ βουλευταὶ ὡς ἀντιπρόσωποι αὐτοὶ ἀποστελοῦν καὶ οἱ ἐν Θερίσσῳ 21 ἀντιπροσώπους. Ἐπὶ τῶν δύο τούτων βάσεων ἡ Βουλὴ ἀπεφάσισεν ὅπως ἀποστείλῃ τὸ ἔγγραφον πρὸς τοὺς ἐν Θερίσσῳ, ὅπερ ἐψήφισε χθὲς μ. μ. καὶ τὸ ἀπέστειλεν. Τὸ ἱστορικὸν τοῦτο ἔγγραφον ἔχει κατατεθῇ ὡς ἑξῆς περίπου. — [42, 943, 314, 1058]
quote-value: 3.810.— — [132, 208, 177, 221]
lead-body-left — [588, 286, 833, 751]
quote-row — [42, 235, 314, 248]
quote-row — [42, 353, 314, 366]
quote-name: Larisso — [179, 209, 271, 222]
quote-row — [42, 248, 314, 261]
quote-row — [42, 261, 314, 274]
quote-row — [42, 196, 314, 209]
notices-title: ΔΗΛΩΣΕΙΣ — [665, 1096, 756, 1116]
clinic-address: 10 Ὁδὸς Εὐριπίδου 10 — [1368, 1006, 1542, 1023]
rejection-subtitle: ΥΠΟ ΤΗΣ ΒΟΥΛΗΣ — [652, 580, 769, 596]
depot-subtitle-3: ΚΑΙ ΕΙΔΩΝ ΑΣΕΤΥΛΙΝΗΣ — [1362, 1323, 1548, 1340]
meeting-text: ΒΙΕΝΝΗ, Σάββατον πρωΐα. Τηλεγραφοῦσιν ἐκ Λονδίνου ὅτι μοῖρα τοῦ Ἰαπωνικοῦ στόλου ἀποσπασθεῖσα αὐτοῦ μετὰ τὴν ναυμαχίαν παρὰ τὴν νῆσον Τσουσίμα ἐπροχώρησε πρὸς βορρᾶν, ἤδη δὲ ἀπειλεῖ νὰ βομβαρδίσῃ τὸν ρωσσικὸν λιμένα τοῦ Νικολάεφ ἐπὶ τῆς Σιβηρικῆς ἀκτῆς. — [1330, 286, 1580, 402]
column-2 — [322, 50, 580, 2188]
quote-value: 153.— — [278, 248, 312, 261]
